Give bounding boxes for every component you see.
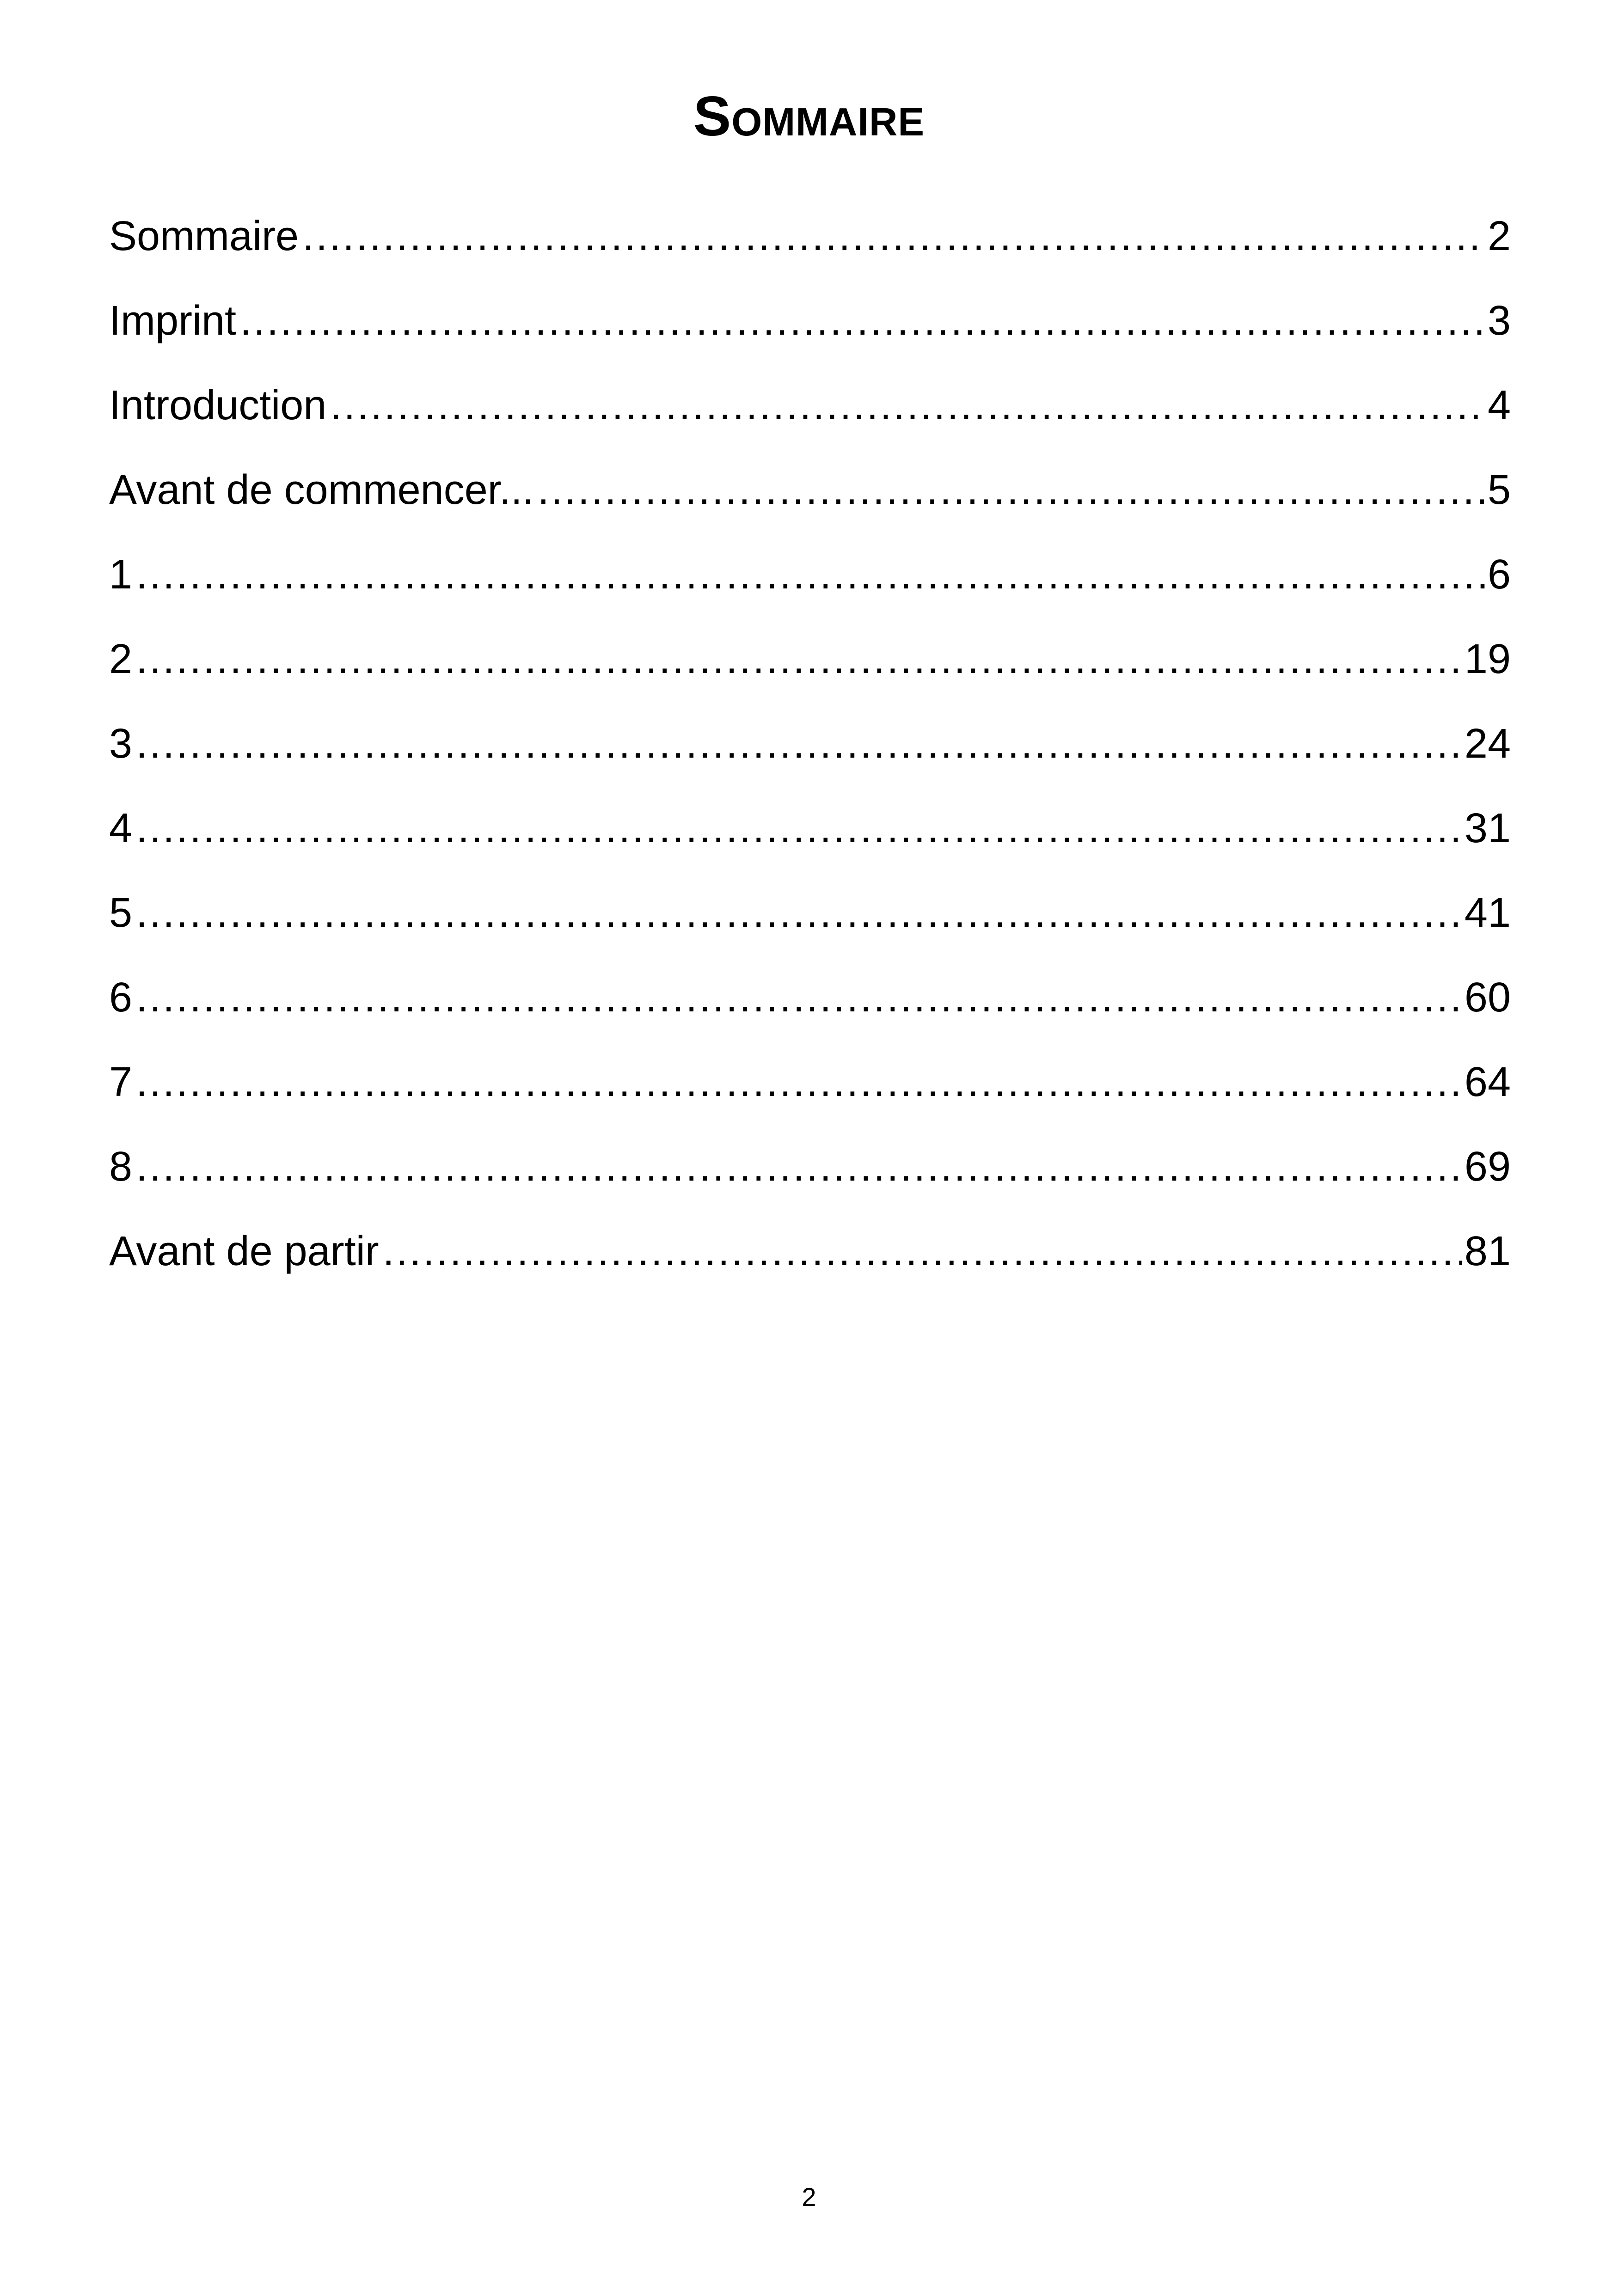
toc-entry-label: Imprint	[109, 298, 237, 344]
toc-entry-chapter-1[interactable]	[109, 533, 1511, 617]
toc-entry-label: Sommaire	[109, 213, 299, 259]
dot-leader	[136, 617, 1462, 702]
toc-entry-chapter-6[interactable]	[109, 955, 1511, 1040]
page-number: 2	[802, 2182, 816, 2211]
toc-entry-page: 5	[1487, 467, 1511, 513]
toc-entry-label: 6	[109, 974, 133, 1021]
toc-entry-page: 60	[1464, 974, 1511, 1021]
toc-entry-chapter-3[interactable]	[109, 702, 1511, 786]
toc-entry-label: Introduction	[109, 382, 327, 429]
toc-entry-avant-de-commencer[interactable]	[109, 448, 1511, 533]
toc-entry-page: 6	[1487, 551, 1511, 598]
toc-entry-chapter-5[interactable]	[109, 871, 1511, 955]
toc-entry-chapter-7[interactable]	[109, 1040, 1511, 1125]
toc-entry-sommaire[interactable]	[109, 194, 1511, 279]
toc-entry-page: 24	[1464, 721, 1511, 767]
toc-entry-page: 3	[1487, 298, 1511, 344]
toc-entry-page: 64	[1464, 1059, 1511, 1105]
dot-leader	[136, 533, 1485, 617]
dot-leader	[136, 955, 1462, 1040]
dot-leader	[330, 363, 1485, 448]
dot-leader	[538, 448, 1485, 533]
dot-leader	[383, 1209, 1462, 1294]
toc-entry-page: 81	[1464, 1228, 1511, 1274]
toc-entry-page: 2	[1487, 213, 1511, 259]
toc-entry-label: 1	[109, 551, 133, 598]
toc-entry-label: 4	[109, 805, 133, 851]
toc-entry-chapter-2[interactable]	[109, 617, 1511, 702]
toc-entry-page: 69	[1464, 1144, 1511, 1190]
toc-entry-imprint[interactable]	[109, 279, 1511, 363]
toc-entry-avant-de-partir[interactable]	[109, 1209, 1511, 1294]
dot-leader	[136, 1125, 1462, 1209]
dot-leader	[136, 871, 1462, 955]
toc-entry-label: 5	[109, 890, 133, 936]
page-title: Sommaire	[693, 85, 925, 147]
toc-entry-label: 3	[109, 721, 133, 767]
toc-entry-label: Avant de commencer...	[109, 467, 534, 513]
toc-entry-label: 7	[109, 1059, 133, 1105]
toc-entry-page: 4	[1487, 382, 1511, 429]
dot-leader	[136, 786, 1462, 871]
table-of-contents	[109, 194, 1511, 1294]
toc-entry-page: 19	[1464, 636, 1511, 682]
toc-entry-label: Avant de partir	[109, 1228, 379, 1274]
dot-leader	[136, 702, 1462, 786]
toc-entry-label: 2	[109, 636, 133, 682]
toc-entry-label: 8	[109, 1144, 133, 1190]
dot-leader	[136, 1040, 1462, 1125]
dot-leader	[240, 279, 1485, 363]
toc-entry-page: 41	[1464, 890, 1511, 936]
toc-entry-introduction[interactable]	[109, 363, 1511, 448]
toc-entry-page: 31	[1464, 805, 1511, 851]
toc-entry-chapter-8[interactable]	[109, 1125, 1511, 1209]
dot-leader	[302, 194, 1485, 279]
toc-entry-chapter-4[interactable]	[109, 786, 1511, 871]
